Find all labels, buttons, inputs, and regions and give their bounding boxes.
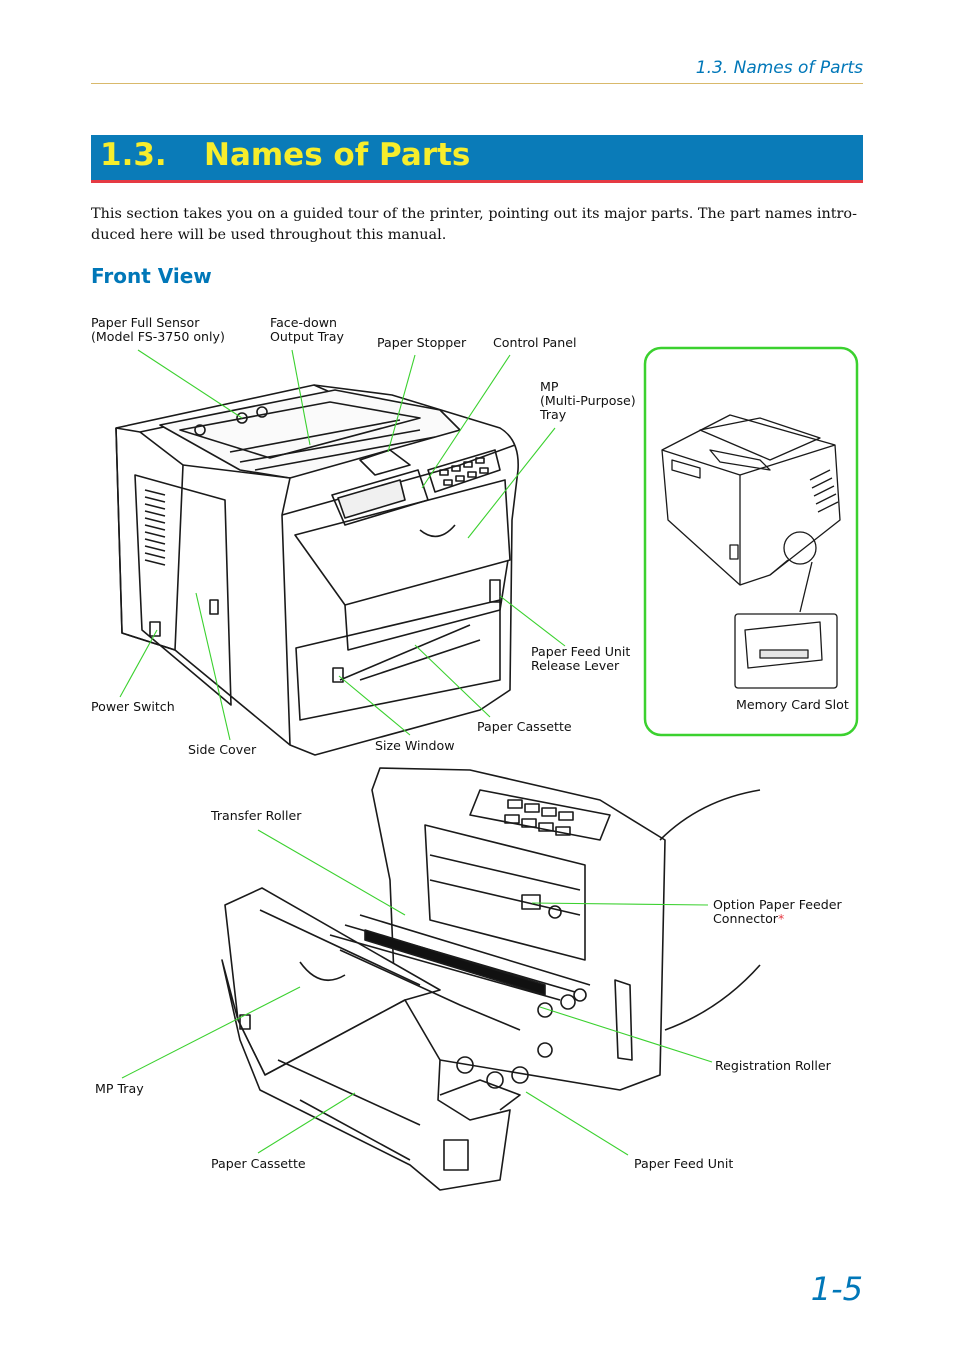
label-paper-full-sensor-line2: (Model FS-3750 only)	[91, 329, 225, 344]
label-paper-cassette: Paper Cassette	[477, 719, 572, 734]
callout-paper-full-sensor	[138, 350, 242, 418]
label-release-line1: Paper Feed Unit	[531, 644, 631, 659]
callout-paper-feed-unit	[526, 1092, 628, 1155]
running-head: 1.3. Names of Parts	[695, 58, 863, 78]
callout-power-switch	[120, 630, 157, 697]
front-view-heading: Front View	[91, 264, 212, 288]
label-transfer-roller: Transfer Roller	[211, 808, 302, 823]
label-registration-roller: Registration Roller	[715, 1058, 831, 1073]
section-title: Names of Parts	[204, 137, 471, 173]
label-mp-line1: MP	[540, 379, 559, 394]
label-mp-line3: Tray	[540, 407, 567, 422]
label-option-line1: Option Paper Feeder	[713, 897, 842, 912]
label-release-line2: Release Lever	[531, 658, 620, 673]
label-option-paper-feeder-connector	[713, 898, 842, 926]
page-number: 1-5	[810, 1270, 863, 1308]
label-paper-stopper: Paper Stopper	[377, 335, 467, 350]
label-paper-full-sensor-line1: Paper Full Sensor	[91, 315, 200, 330]
label-paper-feed-release-lever	[531, 645, 630, 673]
intro-line-2: duced here will be used throughout this manual.	[91, 227, 447, 243]
label-option-connector-text: Connector	[713, 911, 778, 926]
section-number: 1.3.	[100, 137, 167, 173]
label-control-panel: Control Panel	[493, 335, 577, 350]
asterisk-mark: *	[777, 911, 785, 926]
label-power-switch: Power Switch	[91, 699, 175, 714]
front-printer-drawing	[116, 385, 518, 755]
label-size-window: Size Window	[375, 738, 455, 753]
label-open-paper-cassette: Paper Cassette	[211, 1156, 306, 1171]
inset-panel	[645, 348, 857, 735]
label-face-down-line1: Face-down	[270, 315, 338, 330]
label-memory-card-slot: Memory Card Slot	[736, 697, 849, 712]
label-open-mp-tray: MP Tray	[95, 1081, 144, 1096]
open-printer-drawing	[222, 768, 760, 1190]
label-face-down-line2: Output Tray	[270, 329, 344, 344]
label-paper-full-sensor	[91, 316, 225, 344]
label-side-cover: Side Cover	[188, 742, 257, 757]
intro-line-1: This section takes you on a guided tour of the printer, pointing out its major parts. The part names intro-	[91, 206, 857, 222]
label-mp-tray	[540, 380, 636, 422]
label-option-line2	[713, 912, 842, 926]
label-face-down-output-tray	[270, 316, 344, 344]
label-mp-line2: (Multi-Purpose)	[540, 393, 636, 408]
label-paper-feed-unit: Paper Feed Unit	[634, 1156, 734, 1171]
